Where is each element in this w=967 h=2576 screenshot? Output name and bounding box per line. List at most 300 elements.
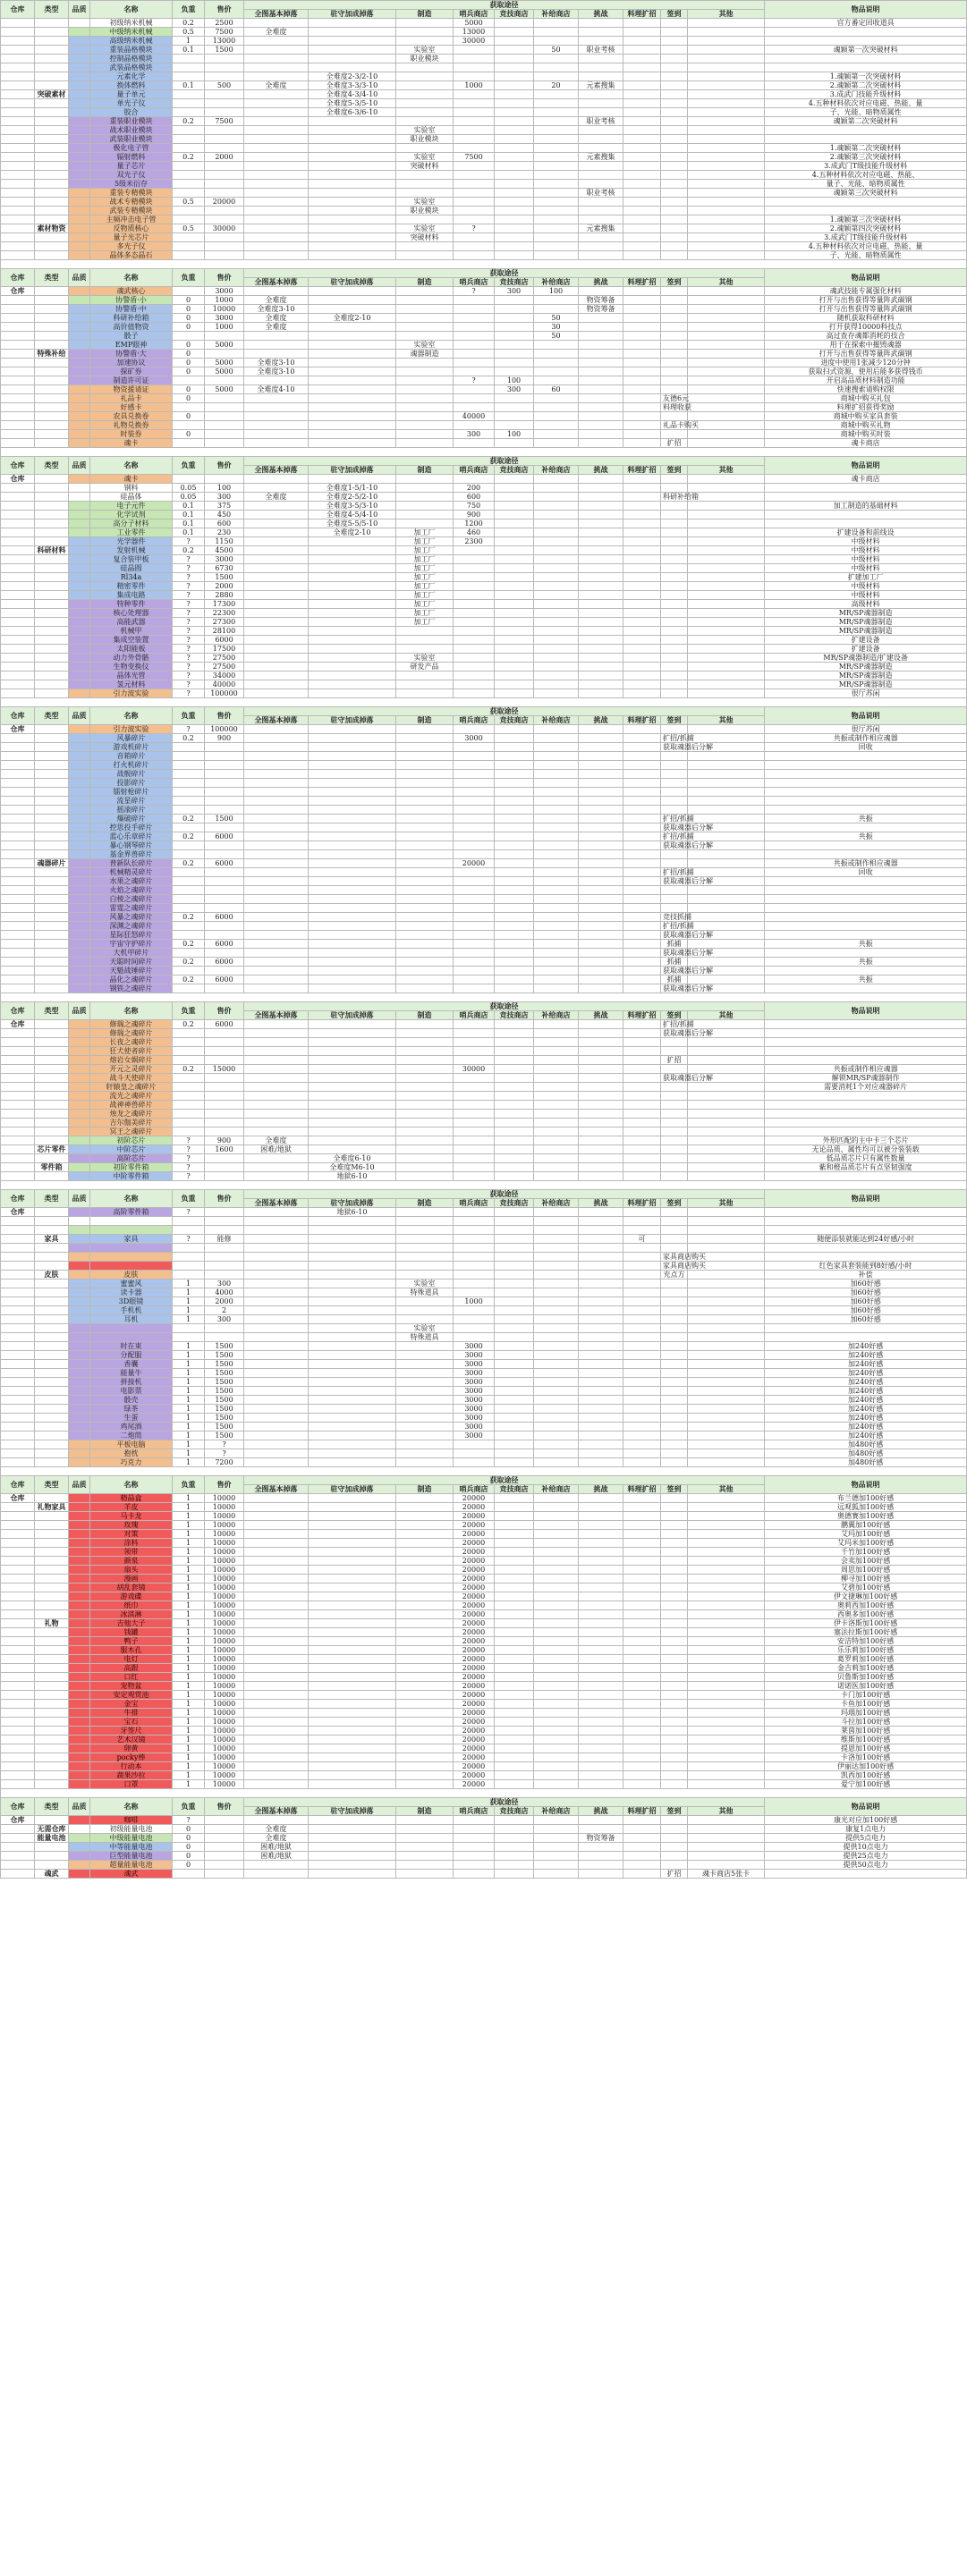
source-cell xyxy=(244,1861,309,1870)
source-cell xyxy=(396,689,454,698)
source-cell xyxy=(688,511,765,519)
source-cell xyxy=(396,1163,454,1172)
source-cell xyxy=(579,609,623,618)
source-cell xyxy=(579,815,623,823)
table-row xyxy=(1,1208,967,1217)
table-row xyxy=(1,1816,967,1825)
quality-cell xyxy=(69,1315,90,1324)
note-cell: 中级材料 xyxy=(765,582,967,591)
source-cell xyxy=(244,689,309,698)
header-cell: 物品说明 xyxy=(765,1002,967,1020)
warehouse-cell xyxy=(1,815,35,823)
weight-cell: 1 xyxy=(173,1405,205,1414)
source-cell xyxy=(623,958,661,967)
source-cell xyxy=(534,1539,579,1548)
header-cell: 制造 xyxy=(396,1807,454,1816)
item-name: 绿茶 xyxy=(90,1405,173,1414)
source-cell xyxy=(661,19,688,28)
note-cell: 2.魂颖第四次突破材料 xyxy=(765,224,967,233)
source-cell xyxy=(309,1333,396,1342)
weight-cell xyxy=(173,984,205,993)
source-cell: 全难度6-3/6-10 xyxy=(309,108,396,117)
source-cell xyxy=(534,797,579,806)
source-cell xyxy=(495,591,534,600)
source-cell xyxy=(534,1280,579,1288)
type-cell xyxy=(35,600,69,609)
type-cell xyxy=(35,1655,69,1664)
warehouse-cell xyxy=(1,528,35,537)
type-cell xyxy=(35,976,69,984)
source-cell xyxy=(454,63,495,72)
source-cell xyxy=(623,1396,661,1405)
header-cell: 售价 xyxy=(205,1798,244,1816)
source-cell xyxy=(396,913,454,922)
source-cell xyxy=(454,868,495,877)
item-name: 魂武 xyxy=(90,1870,173,1879)
source-cell xyxy=(579,1101,623,1110)
source-cell xyxy=(534,743,579,752)
source-cell xyxy=(688,1306,765,1315)
price-cell xyxy=(205,126,244,135)
source-cell xyxy=(688,1682,765,1691)
source-cell xyxy=(534,1691,579,1700)
price-cell: 30000 xyxy=(205,224,244,233)
source-cell xyxy=(309,832,396,841)
price-cell: 20000 xyxy=(205,198,244,207)
item-name: 钱罐 xyxy=(90,1628,173,1637)
source-cell xyxy=(244,1324,309,1333)
source-cell: 30 xyxy=(534,323,579,332)
source-cell xyxy=(244,949,309,958)
source-cell xyxy=(623,1566,661,1575)
source-cell: 礼品卡购买 xyxy=(661,421,688,430)
source-cell xyxy=(454,385,495,394)
source-cell xyxy=(454,591,495,600)
source-cell xyxy=(495,815,534,823)
type-cell: 家具 xyxy=(35,1235,69,1244)
source-cell xyxy=(661,1494,688,1503)
source-cell xyxy=(688,1280,765,1288)
item-name: 蜜蜜风 xyxy=(90,1280,173,1288)
source-cell: 全难度4-5/4-10 xyxy=(309,511,396,519)
source-cell xyxy=(244,832,309,841)
price-cell xyxy=(205,180,244,189)
source-cell xyxy=(396,886,454,895)
source-cell xyxy=(454,886,495,895)
note-cell: MR/SP魂器制造 xyxy=(765,627,967,636)
source-cell xyxy=(309,171,396,180)
source-cell xyxy=(309,1297,396,1306)
source-cell xyxy=(688,1378,765,1387)
source-cell xyxy=(495,1530,534,1539)
note-cell xyxy=(765,752,967,761)
header-cell: 料理扩招 xyxy=(623,1485,661,1494)
item-name: 香囊 xyxy=(90,1360,173,1369)
source-cell xyxy=(454,1870,495,1879)
table-row xyxy=(1,1360,967,1369)
item-name: 咖啡 xyxy=(90,1816,173,1825)
note-cell: 中级材料 xyxy=(765,564,967,573)
source-cell xyxy=(579,376,623,385)
price-cell: 10000 xyxy=(205,1736,244,1744)
source-cell xyxy=(454,618,495,627)
source-cell xyxy=(623,913,661,922)
weight-cell xyxy=(173,287,205,296)
source-cell xyxy=(623,484,661,493)
source-cell xyxy=(309,850,396,859)
note-cell: 加480好感 xyxy=(765,1458,967,1467)
source-cell xyxy=(396,1816,454,1825)
note-cell xyxy=(765,895,967,904)
item-name: 宝石 xyxy=(90,1718,173,1727)
source-cell xyxy=(454,1253,495,1262)
source-cell xyxy=(244,1584,309,1592)
type-cell xyxy=(35,895,69,904)
source-cell xyxy=(688,788,765,797)
note-cell xyxy=(765,877,967,886)
quality-cell xyxy=(69,1610,90,1619)
item-name: 纸巾 xyxy=(90,1601,173,1610)
source-cell xyxy=(688,1458,765,1467)
source-cell xyxy=(454,189,495,198)
source-cell: 750 xyxy=(454,502,495,511)
source-cell xyxy=(579,1762,623,1771)
header-cell: 物品说明 xyxy=(765,707,967,725)
source-cell xyxy=(534,1396,579,1405)
note-cell: 中级材料 xyxy=(765,555,967,564)
header-cell: 其他 xyxy=(688,10,765,19)
source-cell xyxy=(661,904,688,913)
note-cell xyxy=(765,886,967,895)
quality-cell xyxy=(69,895,90,904)
source-cell xyxy=(623,394,661,403)
item-name: 集成电路 xyxy=(90,591,173,600)
note-cell xyxy=(765,1244,967,1253)
source-cell xyxy=(688,663,765,671)
table-row xyxy=(1,126,967,135)
source-cell xyxy=(688,1288,765,1297)
source-cell xyxy=(688,1762,765,1771)
type-cell xyxy=(35,1709,69,1718)
source-cell xyxy=(623,904,661,913)
source-cell xyxy=(309,1557,396,1566)
note-cell xyxy=(765,1128,967,1136)
quality-cell xyxy=(69,1861,90,1870)
source-cell: 获取魂器后分解 xyxy=(661,743,688,752)
source-cell xyxy=(396,841,454,850)
source-cell xyxy=(454,1271,495,1280)
warehouse-cell xyxy=(1,868,35,877)
source-cell xyxy=(396,323,454,332)
source-cell xyxy=(623,940,661,949)
source-cell xyxy=(688,958,765,967)
source-cell xyxy=(623,90,661,99)
source-cell xyxy=(454,1834,495,1843)
type-cell: 特殊补给 xyxy=(35,350,69,359)
source-cell xyxy=(309,1092,396,1101)
table-row xyxy=(1,1378,967,1387)
source-cell xyxy=(454,788,495,797)
source-cell xyxy=(623,332,661,341)
table-row xyxy=(1,1253,967,1262)
header-cell: 全图基本掉落 xyxy=(244,10,309,19)
quality-cell xyxy=(69,582,90,591)
source-cell xyxy=(623,1548,661,1557)
price-cell: 17300 xyxy=(205,600,244,609)
header-cell: 挑战 xyxy=(579,466,623,475)
source-cell xyxy=(688,135,765,144)
table-row xyxy=(1,215,967,224)
source-cell: 3000 xyxy=(454,1396,495,1405)
weight-cell xyxy=(173,1870,205,1879)
note-cell: 柳寻加100好感 xyxy=(765,1575,967,1584)
price-cell xyxy=(205,144,244,153)
quality-cell xyxy=(69,1682,90,1691)
source-cell xyxy=(623,528,661,537)
price-cell xyxy=(205,1056,244,1065)
warehouse-cell xyxy=(1,189,35,198)
source-cell xyxy=(534,1584,579,1592)
type-cell xyxy=(35,1047,69,1056)
note-cell: 官方番定回收道具 xyxy=(765,19,967,28)
source-cell xyxy=(495,144,534,153)
type-cell: 突破素材 xyxy=(35,90,69,99)
source-cell xyxy=(309,1691,396,1700)
source-cell xyxy=(661,1432,688,1440)
type-cell xyxy=(35,654,69,663)
source-cell xyxy=(534,1628,579,1637)
source-cell xyxy=(495,1208,534,1217)
source-cell xyxy=(688,600,765,609)
price-cell: 6000 xyxy=(205,940,244,949)
price-cell xyxy=(205,162,244,171)
type-cell xyxy=(35,341,69,350)
source-cell: 20000 xyxy=(454,1718,495,1727)
source-cell xyxy=(661,1736,688,1744)
source-cell xyxy=(623,1539,661,1548)
source-cell: 20000 xyxy=(454,1700,495,1709)
item-name: 马卡龙 xyxy=(90,1512,173,1521)
source-cell xyxy=(579,1333,623,1342)
source-cell xyxy=(534,841,579,850)
source-cell xyxy=(661,654,688,663)
note-cell xyxy=(765,519,967,528)
header-cell: 制造 xyxy=(396,10,454,19)
source-cell xyxy=(244,528,309,537)
item-name: 行动本 xyxy=(90,1762,173,1771)
source-cell xyxy=(623,1038,661,1047)
price-cell: 能修 xyxy=(205,1235,244,1244)
note-cell xyxy=(765,841,967,850)
source-cell: 50 xyxy=(534,314,579,323)
source-cell xyxy=(534,37,579,46)
source-cell xyxy=(244,725,309,734)
weight-cell: ? xyxy=(173,618,205,627)
source-cell xyxy=(309,654,396,663)
type-cell: 芯片零件 xyxy=(35,1145,69,1154)
source-cell xyxy=(454,797,495,806)
source-cell xyxy=(623,1834,661,1843)
table-row xyxy=(1,528,967,537)
weight-cell: 0.05 xyxy=(173,484,205,493)
price-cell: 100000 xyxy=(205,725,244,734)
warehouse-cell xyxy=(1,1646,35,1655)
type-cell xyxy=(35,886,69,895)
source-cell xyxy=(623,832,661,841)
warehouse-cell xyxy=(1,1843,35,1852)
source-cell xyxy=(244,940,309,949)
source-cell xyxy=(534,1271,579,1280)
source-cell xyxy=(454,725,495,734)
source-cell xyxy=(396,922,454,931)
weight-cell: 1 xyxy=(173,1637,205,1646)
source-cell xyxy=(534,1163,579,1172)
source-cell xyxy=(623,984,661,993)
note-cell xyxy=(765,28,967,37)
weight-cell: 0 xyxy=(173,1852,205,1861)
source-cell xyxy=(579,72,623,81)
source-cell xyxy=(661,519,688,528)
source-cell xyxy=(244,904,309,913)
source-cell xyxy=(309,645,396,654)
source-cell xyxy=(534,573,579,582)
source-cell xyxy=(579,1637,623,1646)
warehouse-cell xyxy=(1,19,35,28)
quality-cell xyxy=(69,144,90,153)
price-cell xyxy=(205,949,244,958)
table-row xyxy=(1,350,967,359)
source-cell xyxy=(579,1226,623,1235)
source-cell xyxy=(454,752,495,761)
header-cell: 哨兵商店 xyxy=(454,1199,495,1208)
table-row xyxy=(1,511,967,519)
source-cell xyxy=(688,913,765,922)
source-cell: 加工厂 xyxy=(396,555,454,564)
source-cell xyxy=(495,350,534,359)
table-row xyxy=(1,296,967,305)
source-cell xyxy=(623,233,661,242)
weight-cell xyxy=(173,233,205,242)
item-name: 精密零件 xyxy=(90,582,173,591)
source-cell: 职业模块 xyxy=(396,135,454,144)
source-cell xyxy=(661,1405,688,1414)
warehouse-cell xyxy=(1,877,35,886)
table-row xyxy=(1,394,967,403)
item-name: 引力波实验 xyxy=(90,725,173,734)
type-cell xyxy=(35,1539,69,1548)
weight-cell xyxy=(173,949,205,958)
weight-cell xyxy=(173,788,205,797)
source-cell xyxy=(495,725,534,734)
weight-cell xyxy=(173,376,205,385)
note-cell: 卡洛加100好感 xyxy=(765,1753,967,1762)
source-cell xyxy=(495,1047,534,1056)
quality-cell xyxy=(69,1038,90,1047)
source-cell xyxy=(495,242,534,251)
source-cell: 20000 xyxy=(454,859,495,868)
note-cell: 无论品质、属性均可以被分装装载 xyxy=(765,1145,967,1154)
source-cell: 获取魂器后分解 xyxy=(661,949,688,958)
source-cell xyxy=(244,1306,309,1315)
table-row xyxy=(1,940,967,949)
source-cell xyxy=(579,1548,623,1557)
price-cell: 17500 xyxy=(205,645,244,654)
item-name: 换体燃料 xyxy=(90,81,173,90)
type-cell xyxy=(35,180,69,189)
source-cell xyxy=(579,582,623,591)
quality-cell xyxy=(69,162,90,171)
source-cell xyxy=(454,162,495,171)
source-cell xyxy=(579,1503,623,1512)
source-cell xyxy=(454,1136,495,1145)
source-cell xyxy=(661,153,688,162)
type-cell xyxy=(35,1646,69,1655)
source-cell xyxy=(534,1753,579,1762)
source-cell xyxy=(396,1351,454,1360)
price-cell: 10000 xyxy=(205,1548,244,1557)
item-name: 礼品卡 xyxy=(90,394,173,403)
type-cell xyxy=(35,1315,69,1324)
item-name: 中阶芯片 xyxy=(90,1145,173,1154)
source-cell xyxy=(495,1601,534,1610)
weight-cell: 0 xyxy=(173,350,205,359)
weight-cell xyxy=(173,1324,205,1333)
price-cell: 10000 xyxy=(205,1530,244,1539)
source-cell xyxy=(396,779,454,788)
item-name: 单光子仪 xyxy=(90,99,173,108)
source-cell xyxy=(495,323,534,332)
header-cell: 类型 xyxy=(35,1798,69,1816)
source-cell xyxy=(454,1280,495,1288)
quality-cell xyxy=(69,385,90,394)
warehouse-cell xyxy=(1,502,35,511)
source-cell xyxy=(495,1664,534,1673)
source-cell xyxy=(534,1110,579,1119)
source-cell xyxy=(579,1530,623,1539)
price-cell xyxy=(205,242,244,251)
price-cell: ? xyxy=(205,1440,244,1449)
source-cell xyxy=(309,1432,396,1440)
note-cell: 3.成武门T级技能升级材料 xyxy=(765,233,967,242)
item-name: 玫瑰 xyxy=(90,1521,173,1530)
table-row xyxy=(1,1369,967,1378)
item-name: 钢铁之魂碎片 xyxy=(90,984,173,993)
header-cell: 签到 xyxy=(661,716,688,725)
source-cell xyxy=(623,1020,661,1029)
note-cell xyxy=(765,1056,967,1065)
source-cell xyxy=(579,546,623,555)
warehouse-cell xyxy=(1,555,35,564)
section-header xyxy=(1,269,967,278)
source-cell xyxy=(688,99,765,108)
source-cell xyxy=(309,1065,396,1074)
source-cell xyxy=(454,108,495,117)
source-cell xyxy=(579,359,623,367)
source-cell xyxy=(309,215,396,224)
price-cell: 10000 xyxy=(205,305,244,314)
table-row xyxy=(1,108,967,117)
source-cell xyxy=(309,734,396,743)
price-cell: 6000 xyxy=(205,976,244,984)
source-cell: 20000 xyxy=(454,1584,495,1592)
source-cell: 家具商店购买 xyxy=(661,1253,688,1262)
quality-cell xyxy=(69,305,90,314)
table-row xyxy=(1,1262,967,1271)
price-cell xyxy=(205,1172,244,1181)
source-cell xyxy=(309,1047,396,1056)
header-cell: 其他 xyxy=(688,1485,765,1494)
warehouse-cell xyxy=(1,913,35,922)
